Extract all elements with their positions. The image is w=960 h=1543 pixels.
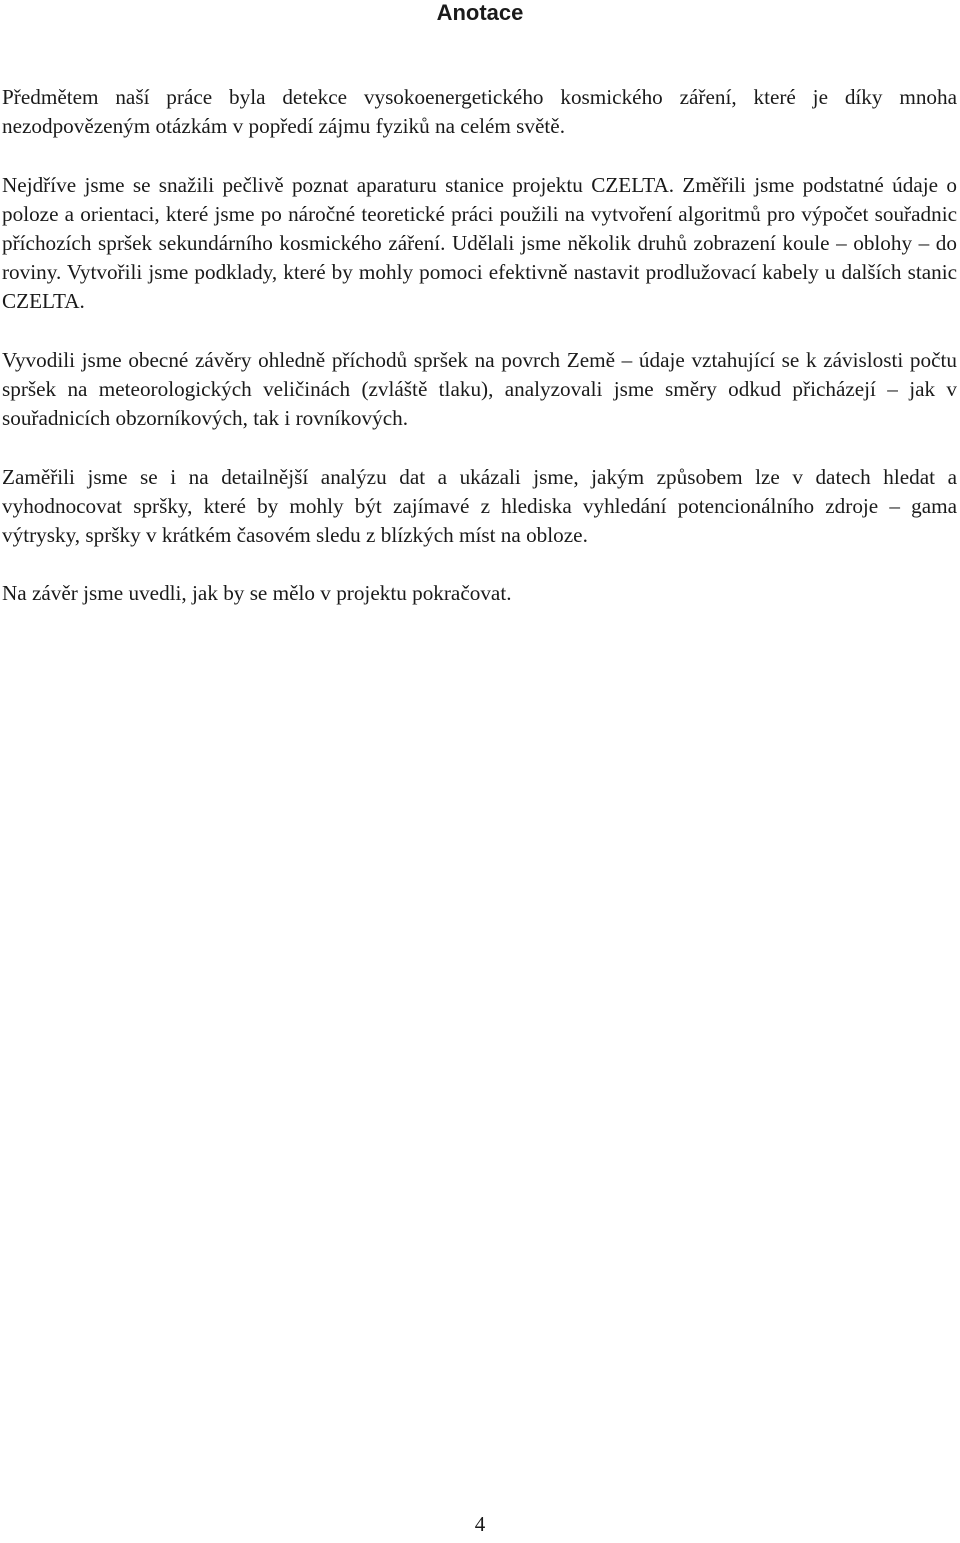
paragraph-4: Zaměřili jsme se i na detailnější analýzu dat a ukázali jsme, jakým způsobem lze v datech hledat a vyhodnocovat spršky, které by mohly být zajímavé z hlediska vyhledání potencionálního zdroje – gama výtrysky, spršky v krátkém časovém sledu z blízkých míst na obloze. [2,464,957,547]
annotation-body [2,83,957,638]
paragraph-5: Na závěr jsme uvedli, jak by se mělo v projektu pokračovat. [2,581,512,606]
page-number: 4 [474,1512,486,1536]
paragraph-3: Vyvodili jsme obecné závěry ohledně příchodů spršek na povrch Země – údaje vztahující se k závislosti počtu spršek na meteorologických veličinách (zvláště tlaku), analyzovali jsme směry odkud přicházejí – jak v souřadnicích obzorníkových, tak i rovníkových. [2,347,957,431]
paragraph-2: Nejdříve jsme se snažili pečlivě poznat aparaturu stanice projektu CZELTA. Změřili jsme podstatné údaje o poloze a orientaci, které jsme po náročné teoretické práci použili na vytvoření algoritmů pro výpočet souřadnic příchozích spršek sekundárního kosmického záření. Udělali jsme několik druhů zobrazení koule – oblohy – do roviny. Vytvořili jsme podklady, které by mohly pomoci efektivně nastavit prodlužovací kabely u dalších stanic CZELTA. [2,172,957,314]
paragraph-1: Předmětem naší práce byla detekce vysokoenergetického kosmického záření, které je díky mnoha nezodpovězeným otázkám v popředí zájmu fyziků na celém světě. [2,85,957,139]
page-title: Anotace [436,0,524,25]
